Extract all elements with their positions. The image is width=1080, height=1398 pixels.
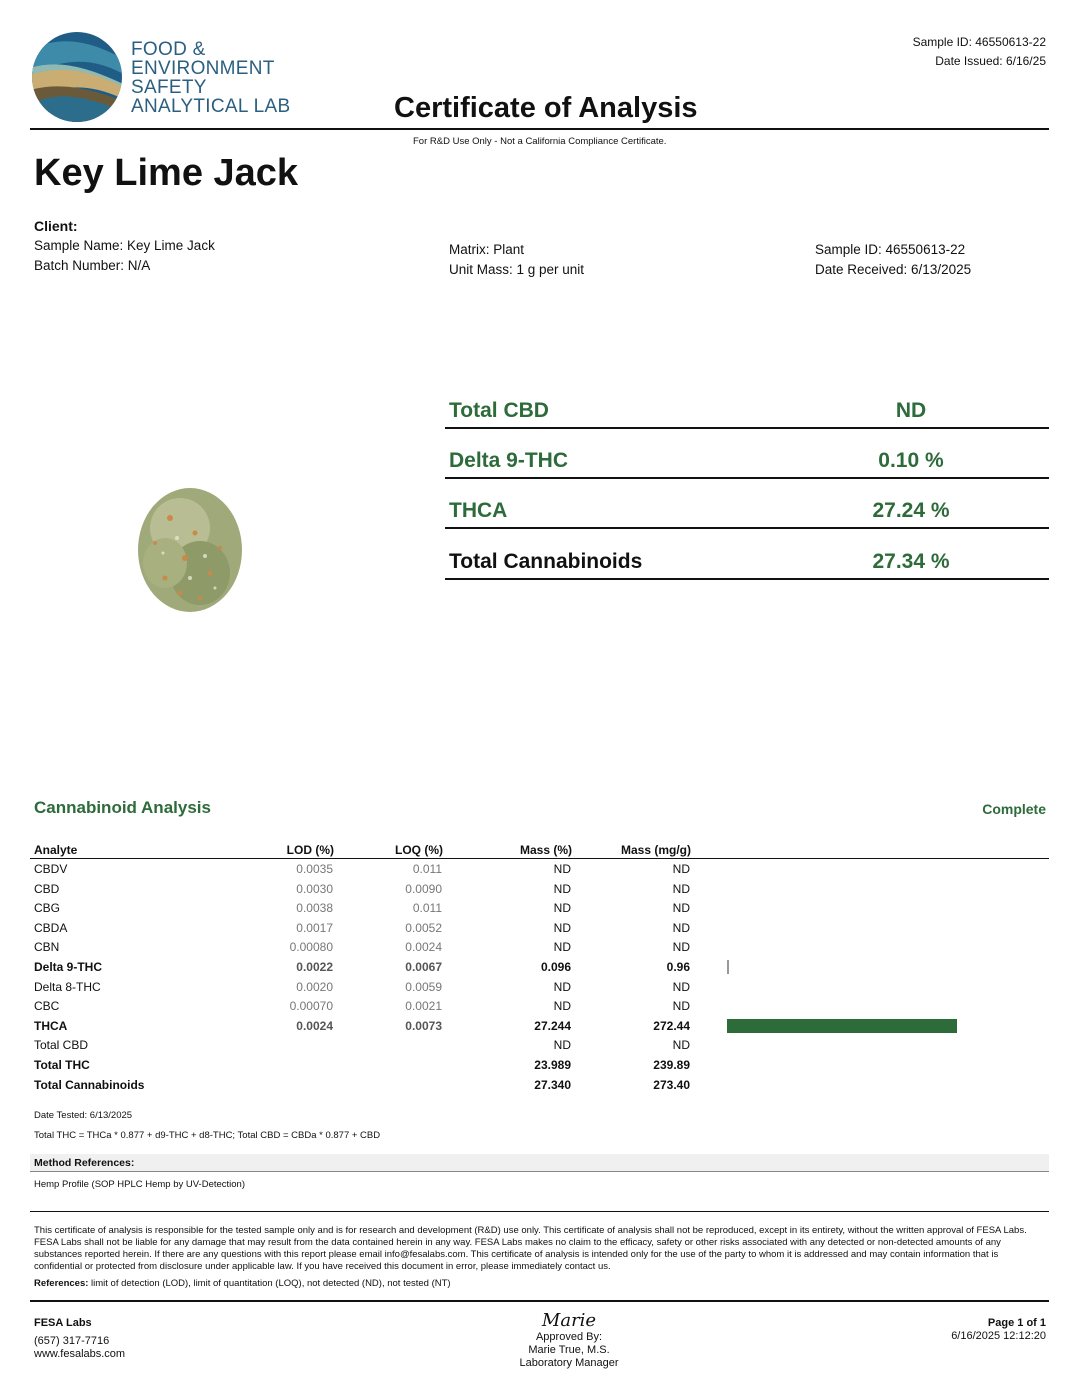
- mass-percent-cell: ND: [553, 881, 571, 896]
- col-header-loq: LOQ (%): [395, 843, 443, 857]
- summary-label: Total CBD: [449, 399, 549, 422]
- references: [34, 1278, 451, 1290]
- summary-value: ND: [895, 399, 927, 422]
- col-header-analyte: Analyte: [34, 843, 78, 857]
- analyte-cell: CBN: [34, 940, 60, 955]
- mass-percent-cell: 0.096: [540, 960, 571, 974]
- analyte-cell: CBC: [34, 999, 60, 1014]
- unit-mass: Unit Mass: 1 g per unit: [449, 262, 585, 277]
- sample-name: Sample Name: Key Lime Jack: [34, 238, 215, 253]
- method-divider: [30, 1211, 1049, 1212]
- header-date-issued: Date Issued: 6/16/25: [935, 54, 1046, 68]
- analyte-cell: CBDV: [34, 862, 68, 876]
- loq-cell: 0.011: [412, 901, 442, 916]
- mass-mg-cell: ND: [672, 901, 690, 916]
- table-row: [30, 898, 1049, 918]
- company-website: www.fesalabs.com: [34, 1348, 126, 1360]
- mass-bar: [727, 960, 729, 974]
- client-info: [34, 216, 215, 276]
- mass-mg-cell: 272.44: [653, 1018, 690, 1033]
- loq-cell: 0.0090: [405, 881, 442, 896]
- mass-mg-cell: 0.96: [666, 960, 690, 974]
- mass-percent-cell: ND: [553, 979, 571, 994]
- loq-cell: 0.0021: [405, 999, 442, 1014]
- lod-cell: 0.0017: [296, 920, 333, 935]
- rd-note: For R&D Use Only - Not a California Compliance Certificate.: [413, 136, 667, 147]
- table-row: [30, 1035, 1049, 1055]
- lod-cell: 0.0020: [296, 979, 333, 994]
- summary-value: 27.34 %: [872, 550, 950, 573]
- lod-cell: 0.0035: [296, 862, 333, 876]
- lab-name-line-1: FOOD &: [131, 39, 206, 60]
- lod-cell: 0.0024: [296, 1018, 333, 1033]
- matrix-info: [449, 240, 584, 280]
- lod-cell: 0.0038: [296, 901, 333, 916]
- matrix: Matrix: Plant: [449, 242, 525, 257]
- lab-name-line-3: SAFETY: [131, 77, 207, 98]
- summary-row-total-cannabinoids: [445, 548, 1049, 580]
- col-header-mg: Mass (mg/g): [620, 843, 691, 857]
- analysis-status: Complete: [982, 801, 1046, 817]
- mass-percent-cell: ND: [553, 901, 571, 916]
- mass-mg-cell: ND: [672, 920, 690, 935]
- summary-label: Total Cannabinoids: [449, 550, 643, 573]
- mass-percent-cell: ND: [553, 940, 571, 955]
- references-text: limit of detection (LOD), limit of quantitation (LOQ), not detected (ND), not tested (NT): [88, 1278, 451, 1289]
- method-references-bar: [30, 1154, 1049, 1172]
- analyte-cell: Delta 8-THC: [34, 979, 101, 994]
- mass-percent-cell: 23.989: [534, 1058, 571, 1072]
- table-row: [30, 957, 1049, 977]
- loq-cell: 0.0073: [405, 1018, 442, 1033]
- product-title: Key Lime Jack: [34, 152, 299, 194]
- sample-info: [815, 240, 971, 280]
- table-row: [30, 996, 1049, 1016]
- lab-name-line-2: ENVIRONMENT: [131, 58, 275, 79]
- lab-logo-icon: [30, 30, 125, 125]
- mass-percent-cell: ND: [553, 999, 571, 1014]
- mass-percent-cell: 27.244: [534, 1018, 571, 1033]
- method-value: Hemp Profile (SOP HPLC Hemp by UV-Detection): [34, 1179, 246, 1190]
- summary-row-thca: [445, 497, 1049, 529]
- analyte-cell: CBDA: [34, 920, 68, 935]
- client-label: Client:: [34, 218, 78, 234]
- mass-mg-cell: ND: [672, 979, 690, 994]
- analyte-cell: Total CBD: [34, 1038, 89, 1053]
- summary-value: 27.24 %: [872, 499, 950, 522]
- header-divider: [30, 128, 1049, 130]
- analyte-cell: CBG: [34, 901, 61, 916]
- summary-row-delta9: [445, 447, 1049, 479]
- mass-percent-cell: ND: [553, 920, 571, 935]
- approved-by-label: Approved By:: [535, 1331, 603, 1343]
- loq-cell: 0.0067: [405, 960, 442, 974]
- analysis-title: Cannabinoid Analysis: [34, 798, 211, 817]
- table-row: [30, 937, 1049, 957]
- mass-mg-cell: ND: [672, 1038, 690, 1053]
- header-sample-id: Sample ID: 46550613-22: [912, 35, 1046, 49]
- table-row: [30, 859, 1049, 879]
- mass-percent-cell: ND: [553, 1038, 571, 1053]
- table-row: [30, 918, 1049, 938]
- signature: Marie: [541, 1310, 597, 1331]
- analyte-cell: Total Cannabinoids: [34, 1077, 145, 1092]
- loq-cell: 0.0059: [405, 979, 442, 994]
- mass-percent-cell: ND: [553, 862, 571, 876]
- table-row: [30, 1016, 1049, 1036]
- lod-cell: 0.0022: [296, 960, 333, 974]
- mass-mg-cell: ND: [672, 940, 690, 955]
- mass-mg-cell: 239.89: [653, 1058, 690, 1072]
- approver-title: Laboratory Manager: [519, 1357, 619, 1369]
- lod-cell: 0.00070: [289, 999, 333, 1014]
- lod-cell: 0.0030: [296, 881, 333, 896]
- loq-cell: 0.0052: [405, 920, 442, 935]
- approver-name: Marie True, M.S.: [528, 1344, 610, 1356]
- col-header-mass: Mass (%): [519, 843, 572, 857]
- print-timestamp: 6/16/2025 12:12:20: [951, 1330, 1046, 1342]
- summary-label: Delta 9-THC: [449, 449, 569, 472]
- lod-cell: 0.00080: [289, 940, 333, 955]
- analyte-cell: Total THC: [34, 1058, 90, 1072]
- disclaimer: This certificate of analysis is responsible for the tested sample only and is for research and development (R&D) use only. This certificate of analysis shall not be reproduced, except in its entirety, without the written approval of FESA Labs. FESA Labs shall not be liable for any damage that may result from the data contained herein in any way. FESA Labs makes no claim to the efficacy, safety or other risks associated with any detected or non-detected amounts of any substances reported herein. If there are any questions with this report please email info@fesalabs.com. This certificate of analysis is intended only for the use of the party to whom it is addressed and may contain information that is confidential or protected from disclosure under applicable law. If you have received this document in error, please immediately contact us.: [34, 1225, 1027, 1272]
- approval-block: [469, 1311, 669, 1370]
- batch-number: Batch Number: N/A: [34, 258, 151, 273]
- table-row: [30, 1075, 1049, 1095]
- mass-mg-cell: ND: [672, 862, 690, 876]
- table-row: [30, 879, 1049, 899]
- table-row: [30, 1055, 1049, 1075]
- mass-bar: [727, 1019, 957, 1033]
- mass-mg-cell: ND: [672, 881, 690, 896]
- footer-divider: [30, 1300, 1049, 1302]
- summary-value: 0.10 %: [878, 449, 944, 472]
- method-label: Method References:: [34, 1157, 135, 1169]
- date-tested: Date Tested: 6/13/2025: [34, 1110, 133, 1121]
- references-label: References:: [34, 1278, 89, 1289]
- formula-note: Total THC = THCa * 0.877 + d9-THC + d8-THC; Total CBD = CBDa * 0.877 + CBD: [34, 1130, 381, 1141]
- footer-page-info: [951, 1317, 1046, 1343]
- summary-row-total-cbd: [445, 397, 1049, 429]
- mass-percent-cell: 27.340: [534, 1077, 571, 1092]
- document-title: Certificate of Analysis: [394, 92, 698, 124]
- loq-cell: 0.011: [412, 862, 442, 876]
- mass-mg-cell: ND: [672, 999, 690, 1014]
- col-header-lod: LOD (%): [286, 843, 334, 857]
- loq-cell: 0.0024: [405, 940, 442, 955]
- table-row: [30, 977, 1049, 997]
- sample-id: Sample ID: 46550613-22: [815, 242, 966, 257]
- footer-company: [34, 1317, 125, 1361]
- mass-mg-cell: 273.40: [653, 1077, 690, 1092]
- analyte-cell: Delta 9-THC: [34, 960, 103, 974]
- analyte-cell: CBD: [34, 881, 60, 896]
- company-name: FESA Labs: [34, 1317, 92, 1329]
- product-bud-image: [125, 478, 255, 618]
- page-number: Page 1 of 1: [987, 1317, 1046, 1329]
- lab-name-line-4: ANALYTICAL LAB: [131, 96, 291, 117]
- date-received: Date Received: 6/13/2025: [815, 262, 972, 277]
- company-phone: (657) 317-7716: [34, 1335, 110, 1347]
- summary-label: THCA: [449, 499, 508, 522]
- analyte-cell: THCA: [34, 1018, 68, 1033]
